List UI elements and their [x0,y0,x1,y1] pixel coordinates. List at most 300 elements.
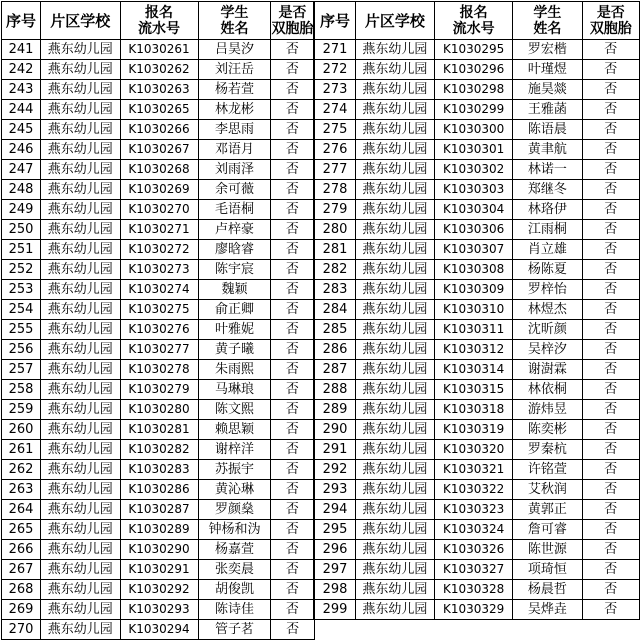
serial-cell: K1030291 [120,560,198,580]
serial-cell-right: K1030314 [435,360,513,380]
name-cell-right: 陈语晨 [513,120,582,140]
twin-cell-right: 否 [582,220,639,240]
seq-cell: 246 [2,140,41,160]
twin-cell: 否 [271,100,315,120]
serial-cell: K1030266 [120,120,198,140]
serial-cell-right: K1030311 [435,320,513,340]
name-cell-right: 吴烨垚 [513,600,582,620]
name-cell: 卢梓豪 [198,220,271,240]
twin-cell: 否 [271,280,315,300]
school-cell: 燕东幼儿园 [40,280,120,300]
name-cell: 黄沁琳 [198,480,271,500]
twin-cell: 否 [271,560,315,580]
seq-cell: 245 [2,120,41,140]
school-cell-right: 燕东幼儿园 [355,520,435,540]
school-header: 片区学校 [40,2,120,40]
school-cell: 燕东幼儿园 [40,460,120,480]
twin-cell-right: 否 [582,360,639,380]
twin-cell: 否 [271,220,315,240]
seq-header-right: 序号 [314,2,355,40]
header-row [2,2,640,40]
table-row [2,460,640,480]
empty-cell [435,620,513,640]
serial-cell-right: K1030309 [435,280,513,300]
name-cell-right: 陈奕彬 [513,420,582,440]
name-cell: 林龙彬 [198,100,271,120]
table-row [2,100,640,120]
school-cell-right: 燕东幼儿园 [355,580,435,600]
serial-cell-right: K1030298 [435,80,513,100]
empty-cell [513,620,582,640]
name-cell-right: 黄聿航 [513,140,582,160]
name-cell: 李思雨 [198,120,271,140]
seq-cell: 268 [2,580,41,600]
name-cell: 吕昊汐 [198,40,271,60]
seq-cell-right: 299 [314,600,355,620]
twin-cell-right: 否 [582,100,639,120]
name-cell: 苏振宇 [198,460,271,480]
serial-cell: K1030261 [120,40,198,60]
name-cell: 陈诗佳 [198,600,271,620]
school-cell: 燕东幼儿园 [40,480,120,500]
table-row [2,480,640,500]
table-row [2,600,640,620]
school-cell: 燕东幼儿园 [40,300,120,320]
name-cell: 陈文熙 [198,400,271,420]
name-cell-right: 王雅菡 [513,100,582,120]
school-cell-right: 燕东幼儿园 [355,160,435,180]
table-row [2,300,640,320]
serial-cell: K1030275 [120,300,198,320]
twin-cell-right: 否 [582,320,639,340]
empty-cell [355,620,435,640]
table-row [2,440,640,460]
school-cell-right: 燕东幼儿园 [355,540,435,560]
seq-cell-right: 282 [314,260,355,280]
seq-cell-right: 275 [314,120,355,140]
name-cell-right: 罗秦杭 [513,440,582,460]
serial-cell: K1030290 [120,540,198,560]
name-cell: 毛语桐 [198,200,271,220]
table-row [2,320,640,340]
school-cell: 燕东幼儿园 [40,560,120,580]
school-cell: 燕东幼儿园 [40,140,120,160]
table-row [2,560,640,580]
name-cell-right: 吴梓汐 [513,340,582,360]
twin-cell: 否 [271,400,315,420]
serial-cell: K1030280 [120,400,198,420]
school-cell: 燕东幼儿园 [40,60,120,80]
school-cell-right: 燕东幼儿园 [355,80,435,100]
serial-cell-right: K1030296 [435,60,513,80]
name-cell: 魏颖 [198,280,271,300]
seq-cell: 252 [2,260,41,280]
twin-cell-right: 否 [582,160,639,180]
school-cell-right: 燕东幼儿园 [355,420,435,440]
school-cell: 燕东幼儿园 [40,500,120,520]
serial-cell: K1030283 [120,460,198,480]
school-cell-right: 燕东幼儿园 [355,600,435,620]
name-cell-right: 游炜昱 [513,400,582,420]
school-cell: 燕东幼儿园 [40,180,120,200]
twin-cell-right: 否 [582,280,639,300]
serial-cell-right: K1030304 [435,200,513,220]
twin-cell: 否 [271,380,315,400]
twin-cell: 否 [271,540,315,560]
seq-cell-right: 283 [314,280,355,300]
table-row [2,200,640,220]
name-cell: 廖晗睿 [198,240,271,260]
twin-cell: 否 [271,200,315,220]
empty-cell [582,620,639,640]
table-row [2,340,640,360]
name-cell-right: 杨陈夏 [513,260,582,280]
table-row [2,380,640,400]
serial-cell: K1030279 [120,380,198,400]
seq-cell: 261 [2,440,41,460]
twin-cell-right: 否 [582,440,639,460]
school-cell: 燕东幼儿园 [40,580,120,600]
seq-cell: 251 [2,240,41,260]
serial-cell: K1030274 [120,280,198,300]
serial-cell-right: K1030329 [435,600,513,620]
serial-cell-right: K1030308 [435,260,513,280]
seq-cell: 257 [2,360,41,380]
twin-cell: 否 [271,120,315,140]
serial-cell: K1030273 [120,260,198,280]
seq-cell-right: 295 [314,520,355,540]
seq-cell-right: 288 [314,380,355,400]
twin-cell: 否 [271,260,315,280]
school-cell: 燕东幼儿园 [40,240,120,260]
school-cell: 燕东幼儿园 [40,220,120,240]
twin-cell-right: 否 [582,40,639,60]
seq-cell-right: 276 [314,140,355,160]
seq-cell: 269 [2,600,41,620]
serial-cell: K1030265 [120,100,198,120]
seq-cell: 270 [2,620,41,640]
school-cell-right: 燕东幼儿园 [355,340,435,360]
twin-cell-right: 否 [582,520,639,540]
twin-header: 是否 双胞胎 [271,2,315,40]
seq-cell: 262 [2,460,41,480]
twin-cell-right: 否 [582,300,639,320]
school-cell: 燕东幼儿园 [40,420,120,440]
twin-cell: 否 [271,500,315,520]
seq-cell: 267 [2,560,41,580]
school-cell-right: 燕东幼儿园 [355,240,435,260]
name-cell-right: 杨晨哲 [513,580,582,600]
school-cell-right: 燕东幼儿园 [355,260,435,280]
school-cell-right: 燕东幼儿园 [355,460,435,480]
twin-cell: 否 [271,40,315,60]
seq-cell-right: 281 [314,240,355,260]
serial-cell: K1030282 [120,440,198,460]
twin-cell-right: 否 [582,380,639,400]
seq-cell-right: 296 [314,540,355,560]
serial-header-right: 报名 流水号 [435,2,513,40]
twin-cell: 否 [271,360,315,380]
seq-cell-right: 294 [314,500,355,520]
table-row [2,400,640,420]
school-cell-right: 燕东幼儿园 [355,180,435,200]
twin-cell-right: 否 [582,60,639,80]
school-cell-right: 燕东幼儿园 [355,220,435,240]
name-cell: 刘汪岳 [198,60,271,80]
twin-cell: 否 [271,620,315,640]
serial-cell-right: K1030321 [435,460,513,480]
name-cell: 刘雨泽 [198,160,271,180]
name-cell: 余可薇 [198,180,271,200]
name-cell-right: 艾秋润 [513,480,582,500]
serial-cell-right: K1030318 [435,400,513,420]
school-cell-right: 燕东幼儿园 [355,360,435,380]
name-cell-right: 项琦恒 [513,560,582,580]
seq-cell-right: 293 [314,480,355,500]
name-cell-right: 林珞伊 [513,200,582,220]
school-cell: 燕东幼儿园 [40,380,120,400]
seq-cell: 250 [2,220,41,240]
serial-cell: K1030271 [120,220,198,240]
name-cell-right: 叶瑾煜 [513,60,582,80]
name-cell-right: 罗宏楷 [513,40,582,60]
twin-header-right: 是否 双胞胎 [582,2,639,40]
school-cell-right: 燕东幼儿园 [355,400,435,420]
seq-cell-right: 277 [314,160,355,180]
table-row [2,40,640,60]
enrollment-table [1,1,640,640]
name-cell-right: 罗梓怡 [513,280,582,300]
seq-cell: 247 [2,160,41,180]
school-cell: 燕东幼儿园 [40,440,120,460]
name-cell-right: 施昊燚 [513,80,582,100]
school-cell: 燕东幼儿园 [40,320,120,340]
seq-cell: 259 [2,400,41,420]
twin-cell: 否 [271,180,315,200]
serial-cell: K1030289 [120,520,198,540]
school-cell: 燕东幼儿园 [40,400,120,420]
serial-cell-right: K1030299 [435,100,513,120]
seq-cell: 253 [2,280,41,300]
name-cell: 陈宇宸 [198,260,271,280]
twin-cell: 否 [271,460,315,480]
school-cell-right: 燕东幼儿园 [355,60,435,80]
table-row [2,260,640,280]
twin-cell: 否 [271,480,315,500]
twin-cell: 否 [271,440,315,460]
school-cell: 燕东幼儿园 [40,200,120,220]
seq-cell: 264 [2,500,41,520]
twin-cell-right: 否 [582,460,639,480]
serial-cell-right: K1030315 [435,380,513,400]
school-cell: 燕东幼儿园 [40,160,120,180]
table-row [2,540,640,560]
serial-cell-right: K1030300 [435,120,513,140]
name-cell-right: 林煜杰 [513,300,582,320]
serial-cell-right: K1030312 [435,340,513,360]
name-header-right: 学生 姓名 [513,2,582,40]
seq-cell-right: 279 [314,200,355,220]
name-cell-right: 林诺一 [513,160,582,180]
seq-cell-right: 289 [314,400,355,420]
twin-cell: 否 [271,520,315,540]
table-row [2,580,640,600]
table-row [2,60,640,80]
serial-cell-right: K1030303 [435,180,513,200]
school-cell-right: 燕东幼儿园 [355,40,435,60]
school-cell: 燕东幼儿园 [40,120,120,140]
name-cell-right: 沈昕颜 [513,320,582,340]
serial-cell: K1030281 [120,420,198,440]
table-row [2,420,640,440]
serial-cell-right: K1030301 [435,140,513,160]
serial-cell-right: K1030310 [435,300,513,320]
twin-cell: 否 [271,420,315,440]
school-cell: 燕东幼儿园 [40,260,120,280]
serial-cell: K1030270 [120,200,198,220]
seq-cell: 260 [2,420,41,440]
twin-cell-right: 否 [582,260,639,280]
empty-cell [314,620,355,640]
name-cell-right: 许铭萱 [513,460,582,480]
serial-cell-right: K1030326 [435,540,513,560]
seq-cell-right: 291 [314,440,355,460]
twin-cell: 否 [271,300,315,320]
school-cell-right: 燕东幼儿园 [355,300,435,320]
school-cell-right: 燕东幼儿园 [355,140,435,160]
seq-cell: 242 [2,60,41,80]
twin-cell-right: 否 [582,180,639,200]
name-header: 学生 姓名 [198,2,271,40]
name-cell: 叶雅妮 [198,320,271,340]
serial-cell: K1030262 [120,60,198,80]
school-cell: 燕东幼儿园 [40,520,120,540]
school-cell: 燕东幼儿园 [40,80,120,100]
school-cell: 燕东幼儿园 [40,540,120,560]
school-cell: 燕东幼儿园 [40,340,120,360]
serial-cell: K1030287 [120,500,198,520]
name-cell-right: 黄郭正 [513,500,582,520]
table-row [2,240,640,260]
twin-cell: 否 [271,600,315,620]
school-cell-right: 燕东幼儿园 [355,440,435,460]
twin-cell: 否 [271,340,315,360]
twin-cell-right: 否 [582,240,639,260]
seq-cell-right: 271 [314,40,355,60]
serial-cell: K1030286 [120,480,198,500]
seq-header: 序号 [2,2,41,40]
name-cell: 钟杨和沩 [198,520,271,540]
name-cell: 邓语月 [198,140,271,160]
serial-cell-right: K1030324 [435,520,513,540]
seq-cell-right: 290 [314,420,355,440]
seq-cell: 258 [2,380,41,400]
twin-cell-right: 否 [582,500,639,520]
name-cell: 朱雨熙 [198,360,271,380]
name-cell: 胡俊凯 [198,580,271,600]
twin-cell-right: 否 [582,420,639,440]
school-cell: 燕东幼儿园 [40,40,120,60]
name-cell-right: 江雨桐 [513,220,582,240]
serial-cell: K1030278 [120,360,198,380]
serial-cell-right: K1030328 [435,580,513,600]
twin-cell-right: 否 [582,140,639,160]
serial-cell: K1030268 [120,160,198,180]
school-cell-right: 燕东幼儿园 [355,500,435,520]
table-row [2,120,640,140]
table-row [2,140,640,160]
serial-cell: K1030272 [120,240,198,260]
serial-cell: K1030294 [120,620,198,640]
table-row [2,500,640,520]
table-row [2,80,640,100]
twin-cell: 否 [271,240,315,260]
seq-cell: 265 [2,520,41,540]
name-cell: 赖思颖 [198,420,271,440]
twin-cell-right: 否 [582,540,639,560]
seq-cell-right: 273 [314,80,355,100]
serial-cell-right: K1030307 [435,240,513,260]
seq-cell: 248 [2,180,41,200]
seq-cell-right: 298 [314,580,355,600]
name-cell: 杨嘉萱 [198,540,271,560]
serial-cell: K1030293 [120,600,198,620]
seq-cell-right: 292 [314,460,355,480]
seq-cell-right: 284 [314,300,355,320]
seq-cell: 243 [2,80,41,100]
name-cell-right: 肖立雄 [513,240,582,260]
school-cell-right: 燕东幼儿园 [355,200,435,220]
serial-cell: K1030292 [120,580,198,600]
twin-cell-right: 否 [582,200,639,220]
school-cell-right: 燕东幼儿园 [355,380,435,400]
seq-cell: 263 [2,480,41,500]
seq-cell: 241 [2,40,41,60]
twin-cell-right: 否 [582,400,639,420]
serial-cell-right: K1030306 [435,220,513,240]
seq-cell-right: 274 [314,100,355,120]
table-row [2,360,640,380]
twin-cell: 否 [271,80,315,100]
serial-cell-right: K1030295 [435,40,513,60]
school-cell: 燕东幼儿园 [40,360,120,380]
name-cell: 管子茗 [198,620,271,640]
school-cell-right: 燕东幼儿园 [355,480,435,500]
twin-cell-right: 否 [582,560,639,580]
school-cell: 燕东幼儿园 [40,620,120,640]
school-cell-right: 燕东幼儿园 [355,320,435,340]
serial-cell-right: K1030302 [435,160,513,180]
name-cell-right: 林依桐 [513,380,582,400]
name-cell-right: 陈世源 [513,540,582,560]
seq-cell-right: 297 [314,560,355,580]
serial-cell-right: K1030323 [435,500,513,520]
seq-cell-right: 286 [314,340,355,360]
name-cell-right: 谢澍霖 [513,360,582,380]
table-row [2,620,640,640]
table-row [2,220,640,240]
school-cell: 燕东幼儿园 [40,100,120,120]
seq-cell-right: 278 [314,180,355,200]
seq-cell-right: 287 [314,360,355,380]
serial-cell-right: K1030322 [435,480,513,500]
name-cell: 张奕晨 [198,560,271,580]
twin-cell: 否 [271,320,315,340]
seq-cell: 249 [2,200,41,220]
twin-cell-right: 否 [582,580,639,600]
seq-cell: 266 [2,540,41,560]
school-header-right: 片区学校 [355,2,435,40]
